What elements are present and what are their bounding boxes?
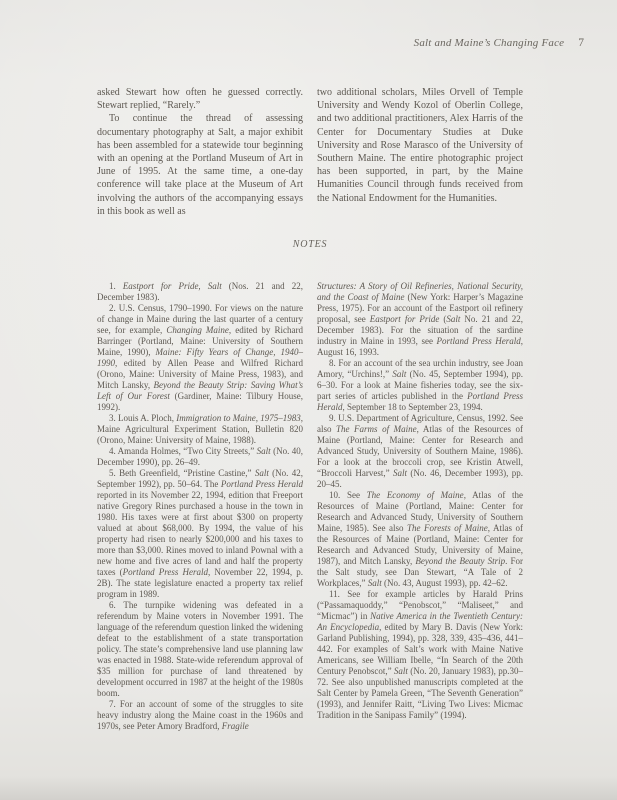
paragraph: Structures: A Story of Oil Refineries, National Security, and the Coast of Maine (New York: Harper’s Magazine Press, 1975). For an account of the Eastport oil refinery proposal, see Eastport for Pride (Salt No. 21 and 22, December 1983). For the situation of the sardine industry in Maine in 1993, see Portland Press Herald, August 16, 1993. xyxy=(317,281,523,357)
paragraph: 6. The turnpike widening was defeated in a referendum by Maine voters in November 1991. The language of the referendum question linked the widening defeat to the establishment of a state transportation policy. The state’s comprehensive land use planning law was enacted in 1988. State-wide referendum approval of $35 million for purchase of land threatened by development occurred in 1987 at the height of the 1980s boom. xyxy=(97,600,303,698)
paragraph: To continue the thread of assessing documentary photography at Salt, a major exhibit has been assembled for a statewide tour beginning with an opening at the Portland Museum of Art in June of 1995. At the same time, a one-day conference will take place at the Museum of Art involving the authors of the accompanying essays in this book as well as xyxy=(97,113,303,217)
paragraph: 4. Amanda Holmes, “Two City Streets,” Salt (No. 40, December 1990), pp. 26–49. xyxy=(97,446,303,467)
paragraph: 1. Eastport for Pride, Salt (Nos. 21 and 22, December 1983). xyxy=(97,281,303,302)
paragraph: 9. U.S. Department of Agriculture, Census, 1992. See also The Farms of Maine, Atlas of the Resources of Maine (Portland, Maine: Center for Research and Advanced Study, University of Southern Maine, 1986). For a look at the broccoli crop, see Kristin Atwell, “Broccoli Harvest,” Salt (No. 46, December 1993), pp. 20–45. xyxy=(317,413,524,489)
intro-left-column xyxy=(97,86,303,218)
notes-block xyxy=(97,281,523,732)
intro-right-column xyxy=(317,86,523,218)
paragraph: 11. See for example articles by Harald Prins (“Passamaquoddy,” “Penobscot,” “Maliseet,” and “Micmac”) in Native America in the Twentieth Century: An Encyclopedia, edited by Mary B. Davis (New York: Garland Publishing, 1994), pp. 328, 339, 435–436, 441–442. For examples of Salt’s work with Maine Native Americans, see William Ibelle, “In Search of the 20th Century Penobscot,” Salt (No. 20, January 1983), pp.30–72. See also unpublished manuscripts completed at the Salt Center by Pamela Green, “The Seventh Generation” (1993), and Jennifer Raitt, “Living Two Lives: Micmac Tradition in the Sanipass Family” (1994). xyxy=(317,589,523,720)
paragraph: 10. See The Economy of Maine, Atlas of the Resources of Maine (Portland, Maine: Center for Research and Advanced Study, University of Southern Maine, 1985). See also The Forests of Maine, Atlas of the Resources of Maine (Portland, Maine: Center for Research and Advanced Study, University of Maine, 1987), and Mitch Lansky, Beyond the Beauty Strip. For the Salt study, see Dan Stewart, “A Tale of 2 Workplaces,” Salt (No. 43, August 1993), pp. 42–62. xyxy=(317,490,524,588)
notes-left-column xyxy=(97,281,303,732)
paragraph: 8. For an account of the sea urchin industry, see Joan Amory, “Urchins!,” Salt (No. 45, September 1994), pp. 6–30. For a look at Maine fisheries today, see the six-part series of articles published in the Portland Press Herald, September 18 to September 23, 1994. xyxy=(317,358,523,412)
running-header-title: Salt and Maine’s Changing Face xyxy=(413,37,565,49)
paragraph: 7. For an account of some of the struggles to site heavy industry along the Maine coast in the 1960s and 1970s, see Peter Amory Bradford, Fragile xyxy=(97,699,303,731)
intro-text-block xyxy=(97,86,523,218)
paragraph: 5. Beth Greenfield, “Pristine Castine,” Salt (No. 42, September 1992), pp. 50–64. The Portland Press Herald reported in its November 22, 1994, edition that Freeport native Gregory Rines purchased a house in the town in 1980. His taxes were at first about $300 on property valued at about $68,000. By 1994, the value of his property had risen to nearly $200,000 and his taxes to more than $3,000. Rines moved to inland Pownal with a new home and five acres of land and half the property taxes (Portland Press Herald, November 22, 1994, p. 2B). The state legislature enacted a property tax relief program in 1989. xyxy=(97,468,304,599)
running-header xyxy=(97,37,584,49)
paragraph: 3. Louis A. Ploch, Immigration to Maine, 1975–1983, Maine Agricultural Experiment Station, Bulletin 820 (Orono, Maine: University of Maine, 1988). xyxy=(97,413,304,445)
page-number: 7 xyxy=(578,37,584,49)
paragraph: 2. U.S. Census, 1790–1990. For views on the nature of change in Maine during the last quarter of a century see, for example, Changing Maine, edited by Richard Barringer (Portland, Maine: University of Southern Maine, 1990), Maine: Fifty Years of Change, 1940–1990, edited by Allen Pease and Wilfred Richard (Orono, Maine: University of Maine Press, 1983), and Mitch Lansky, Beyond the Beauty Strip: Saving What’s Left of Our Forest (Gardiner, Maine: Tilbury House, 1992). xyxy=(97,303,303,412)
paragraph: two additional scholars, Miles Orvell of Temple University and Wendy Kozol of Oberlin College, and two additional practitioners, Alex Harris of the Center for Documentary Studies at Duke University and Rose Marasco of the University of Southern Maine. The entire photographic project has been supported, in part, by the Maine Humanities Council through funds received from the National Endowment for the Humanities. xyxy=(317,87,523,204)
paragraph: asked Stewart how often he guessed correctly. Stewart replied, “Rarely.” xyxy=(97,87,303,112)
notes-heading: NOTES xyxy=(292,239,328,250)
notes-right-column xyxy=(317,281,523,732)
